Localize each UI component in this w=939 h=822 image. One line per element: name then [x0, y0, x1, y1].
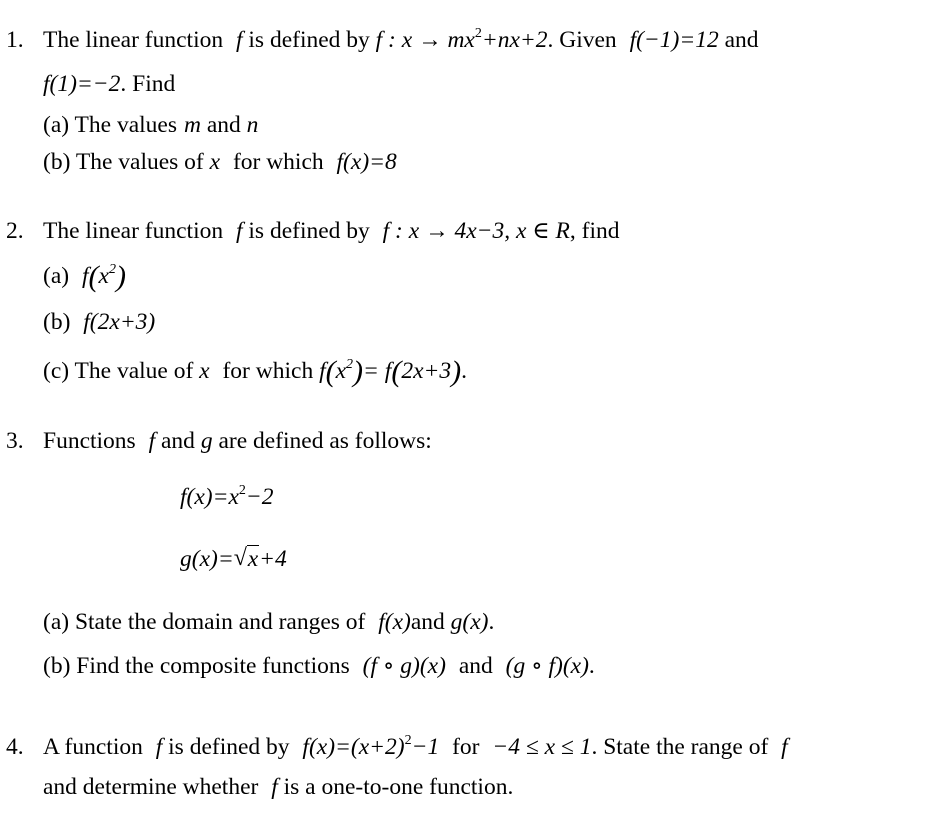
q1-n: n	[246, 112, 259, 138]
q4-f-3: f	[271, 774, 278, 800]
q2-expr-b: f(2x+3)	[83, 309, 156, 335]
q4-line2-b: is a one-to-one function.	[283, 774, 514, 800]
q4-stem-c: . State the range of	[591, 734, 769, 760]
q2-part-a	[43, 262, 126, 292]
q3-fog: (f ∘ g)(x)	[362, 653, 446, 679]
q2-stem-b: is defined by	[248, 218, 370, 244]
q2-part-c-text: (c) The value of	[43, 358, 194, 384]
q1-f: f	[235, 27, 243, 53]
q1-part-a-text: (a) The values	[43, 112, 177, 138]
q1-condition: f(x)=8	[336, 149, 397, 175]
q2-number: 2.	[6, 218, 24, 244]
q4-f: f	[155, 734, 163, 760]
q3-part-b-text: (b) Find the composite functions	[43, 653, 350, 679]
q3-gx-definition	[180, 548, 287, 572]
q4-expr-exp: 2	[404, 733, 412, 748]
q3-part-b	[43, 655, 595, 679]
q4-number: 4.	[6, 734, 24, 760]
q3-part-a-text: (a) State the domain and ranges of	[43, 609, 366, 635]
q3-g: g	[200, 428, 213, 454]
q1-part-a	[43, 114, 258, 138]
q1-def-exp: 2	[474, 26, 482, 41]
q1-def-tail: +nx+2	[481, 27, 548, 53]
q3-and: and	[161, 428, 195, 454]
q1-number: 1.	[6, 27, 24, 53]
q3-fx-lhs: f(x)=x	[180, 484, 239, 510]
q1-stem-a: The linear function	[43, 27, 224, 53]
q3-fx: f(x)	[378, 609, 411, 635]
q2-part-b-label: (b)	[43, 309, 71, 335]
q1-line2	[43, 73, 175, 97]
q3-gof: (g ∘ f)(x)	[505, 653, 589, 679]
q2-part-c	[43, 357, 467, 387]
q3-sqrt	[234, 548, 259, 572]
q3-and2: and	[410, 609, 445, 635]
q4-for: for	[452, 734, 480, 760]
q3-fx-rhs: −2	[245, 484, 274, 510]
q1-part-b-text: (b) The values of	[43, 149, 204, 175]
q3-part-a	[43, 611, 494, 635]
q4-expr: f(x)=(x+2)	[302, 734, 405, 760]
q3-fx-exp: 2	[238, 483, 246, 498]
q4-line2	[43, 776, 513, 800]
q2-expr-a: $f(x^2)$	[81, 260, 126, 293]
q2-expr-c-exp: 2	[346, 357, 354, 372]
q1-value-1: f(−1)=12	[629, 27, 719, 53]
q3-f: f	[148, 428, 156, 454]
q4-stem-a: A function	[43, 734, 143, 760]
q2-part-b	[43, 311, 155, 335]
q2-f: f	[235, 218, 243, 244]
q3-gx-lhs: g(x)=	[180, 546, 234, 572]
q3-fx-definition	[180, 483, 274, 510]
q1-part-b	[43, 151, 397, 175]
q3-stem-b: are defined as follows:	[218, 428, 432, 454]
q1-def: f : x → mx	[375, 27, 475, 53]
q1-stem-b: is defined by	[248, 27, 370, 53]
q2-period: .	[461, 358, 467, 384]
q1-find: . Find	[120, 71, 176, 97]
q1-for-which: for which	[232, 149, 324, 175]
q4-domain: −4 ≤ x ≤ 1	[492, 734, 592, 760]
q3-gx-radicand: x	[247, 546, 259, 572]
q2-part-a-label: (a)	[43, 263, 70, 289]
q1-given: . Given	[547, 27, 617, 53]
q2-for-which: for which	[222, 358, 314, 384]
q4-line2-a: and determine whether	[43, 774, 259, 800]
q4-expr-tail: −1	[411, 734, 440, 760]
q3-number: 3.	[6, 428, 24, 454]
q3-gx: g(x)	[450, 609, 489, 635]
q2-expr-c: $f(x^2)= f(2x+3)$	[319, 355, 462, 388]
q1-m: m	[183, 112, 201, 138]
q1-value-2: f(1)=−2	[43, 71, 121, 97]
q2-expr-a-exp: 2	[108, 262, 116, 277]
q3-gx-rhs: +4	[259, 546, 287, 572]
q1-and2: and	[206, 112, 241, 138]
q3-period-2: .	[588, 653, 595, 679]
q1-and: and	[724, 27, 759, 53]
q4-stem-b: is defined by	[168, 734, 290, 760]
q2-def: f : x → 4x−3, x ∈ R	[382, 218, 570, 244]
q3-and3: and	[458, 653, 493, 679]
q1-x: x	[209, 149, 221, 175]
q2-stem-a: The linear function	[43, 218, 224, 244]
q2-x: x	[199, 358, 210, 384]
q2-find: , find	[569, 218, 620, 244]
q3-period: .	[488, 609, 495, 635]
q3-stem-a: Functions	[43, 428, 136, 454]
q4-f-2: f	[781, 734, 788, 760]
